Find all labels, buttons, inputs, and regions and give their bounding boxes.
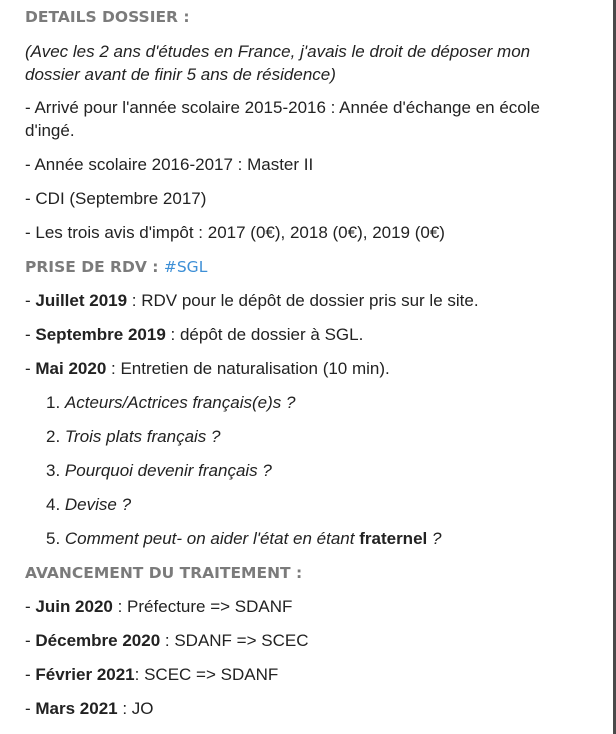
progress-item-prefix: - bbox=[25, 665, 36, 684]
question-text-strong: fraternel bbox=[359, 529, 428, 548]
rdv-item-july bbox=[25, 289, 607, 312]
interview-questions-list bbox=[25, 391, 607, 550]
progress-item-date: Février 2021 bbox=[35, 665, 135, 684]
question-text: Pourquoi devenir français ? bbox=[64, 461, 272, 480]
question-text: Trois plats français ? bbox=[64, 427, 221, 446]
progress-item-date: Décembre 2020 bbox=[35, 631, 161, 650]
rdv-item-prefix: - bbox=[25, 359, 36, 378]
question-item bbox=[25, 459, 607, 482]
progress-item-june bbox=[25, 595, 607, 618]
rdv-heading bbox=[25, 256, 607, 278]
progress-item-march bbox=[25, 697, 607, 720]
rdv-item-date: Mai 2020 bbox=[35, 359, 107, 378]
question-text: Devise ? bbox=[64, 495, 132, 514]
details-item-arrival-line-1: - Arrivé pour l'année scolaire 2015-2016 : Année d'échange en école bbox=[25, 98, 540, 117]
progress-item-december bbox=[25, 629, 607, 652]
rdv-heading-label: PRISE DE RDV : bbox=[25, 258, 164, 276]
question-text-after: ? bbox=[427, 529, 442, 548]
progress-item-date: Juin 2020 bbox=[35, 597, 113, 616]
progress-item-february bbox=[25, 663, 607, 686]
details-item-master: - Année scolaire 2016-2017 : Master II bbox=[25, 155, 314, 174]
rdv-item-date: Septembre 2019 bbox=[35, 325, 166, 344]
hashtag-sgl-link[interactable]: #SGL bbox=[163, 258, 208, 276]
rdv-item-prefix: - bbox=[25, 291, 36, 310]
progress-heading: AVANCEMENT DU TRAITEMENT : bbox=[25, 564, 303, 582]
question-number: 2. bbox=[46, 427, 65, 446]
progress-item-text: : JO bbox=[117, 699, 154, 718]
progress-item-text: : Préfecture => SDANF bbox=[112, 597, 293, 616]
progress-item-text: : SDANF => SCEC bbox=[160, 631, 309, 650]
progress-item-prefix: - bbox=[25, 631, 36, 650]
rdv-item-date: Juillet 2019 bbox=[35, 291, 128, 310]
question-item bbox=[25, 391, 607, 414]
question-text: Acteurs/Actrices français(e)s ? bbox=[64, 393, 296, 412]
rdv-item-text: : dépôt de dossier à SGL. bbox=[165, 325, 364, 344]
progress-item-prefix: - bbox=[25, 597, 36, 616]
rdv-item-text: : RDV pour le dépôt de dossier pris sur le site. bbox=[127, 291, 479, 310]
rdv-item-prefix: - bbox=[25, 325, 36, 344]
details-intro-line-1: (Avec les 2 ans d'études en France, j'avais le droit de déposer mon bbox=[25, 42, 531, 61]
rdv-item-september bbox=[25, 323, 607, 346]
question-number: 5. bbox=[46, 529, 65, 548]
progress-item-text: : SCEC => SDANF bbox=[134, 665, 279, 684]
question-text-before: Comment peut- on aider l'état en étant bbox=[64, 529, 360, 548]
details-intro-line-2: dossier avant de finir 5 ans de résidence) bbox=[25, 65, 336, 84]
question-number: 1. bbox=[46, 393, 65, 412]
question-item bbox=[25, 527, 607, 550]
details-heading: DETAILS DOSSIER : bbox=[25, 8, 190, 26]
rdv-item-text: : Entretien de naturalisation (10 min). bbox=[106, 359, 390, 378]
details-item-tax: - Les trois avis d'impôt : 2017 (0€), 2018 (0€), 2019 (0€) bbox=[25, 223, 445, 242]
question-item bbox=[25, 493, 607, 516]
details-item-cdi: - CDI (Septembre 2017) bbox=[25, 189, 207, 208]
progress-item-prefix: - bbox=[25, 699, 36, 718]
question-number: 4. bbox=[46, 495, 65, 514]
post-content bbox=[25, 6, 607, 720]
question-item bbox=[25, 425, 607, 448]
question-number: 3. bbox=[46, 461, 65, 480]
rdv-item-may bbox=[25, 357, 607, 380]
progress-item-date: Mars 2021 bbox=[35, 699, 118, 718]
details-item-arrival-line-2: d'ingé. bbox=[25, 121, 75, 140]
